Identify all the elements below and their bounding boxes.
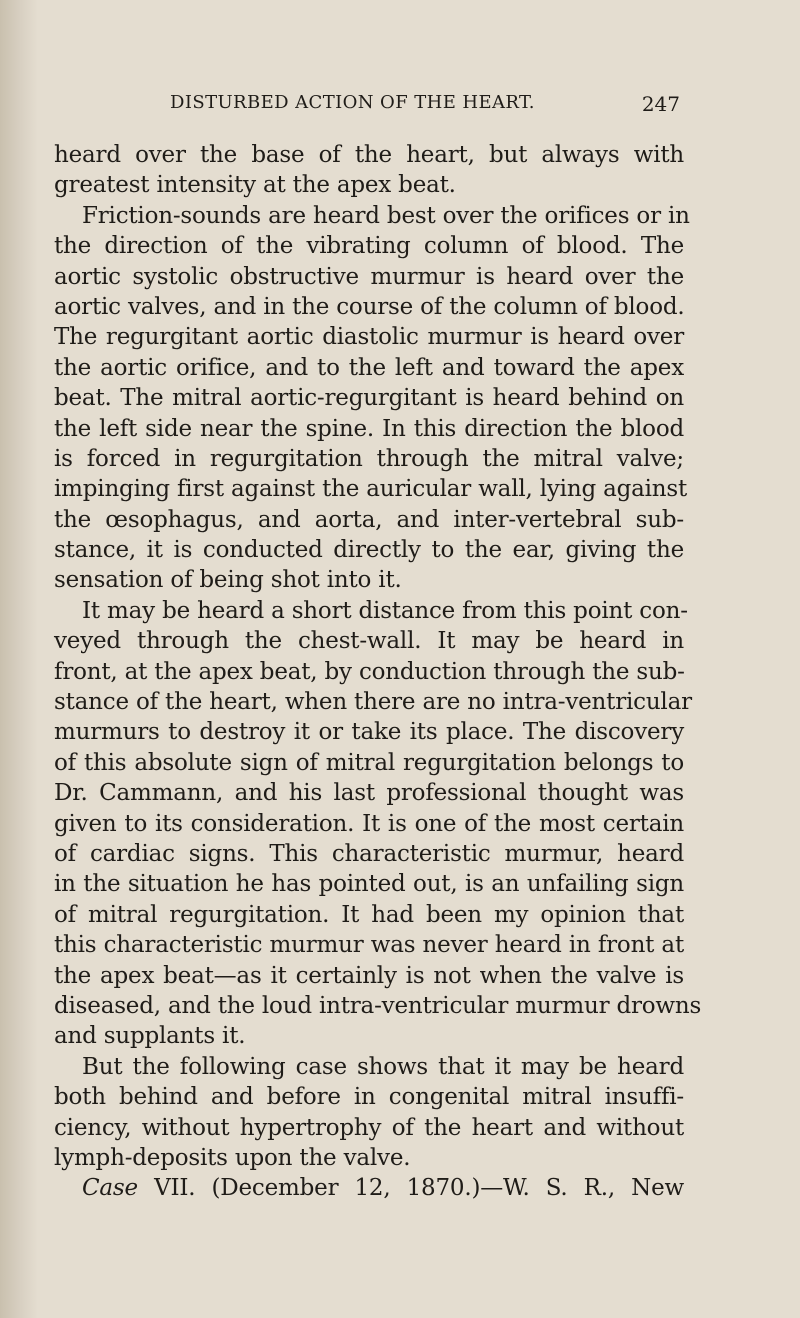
text-line: given to its consideration. It is one of the most certain [54,810,684,837]
text-line: aortic valves, and in the course of the column of blood. [54,293,685,320]
text-line: is forced in regurgitation through the mitral valve; [54,445,684,472]
text-line: ciency, without hypertrophy of the heart and without [54,1114,684,1141]
page-header [170,92,680,122]
text-line: diseased, and the loud intra-ventricular murmur drowns [54,992,702,1019]
text-line: the œsophagus, and aorta, and inter-vertebral sub- [54,506,684,533]
page-edge-shadow [0,0,38,1318]
text-line: Friction-sounds are heard best over the orifices or in [82,202,690,229]
text-line: aortic systolic obstructive murmur is heard over the [54,263,684,290]
text-line: beat. The mitral aortic-regurgitant is heard behind on [54,385,684,412]
body-text [54,140,702,1204]
case-heading-line [54,1173,684,1203]
text-line: Dr. Cammann, and his last professional thought was [54,780,684,807]
text-line: greatest intensity at the apex beat. [54,172,456,199]
text-line: impinging first against the auricular wall, lying against [54,476,688,503]
text-line: both behind and before in congenital mitral insuffi- [54,1084,684,1111]
text-line: stance of the heart, when there are no intra-ventricular [54,689,692,716]
text-line: the left side near the spine. In this direction the blood [54,415,684,442]
text-line: this characteristic murmur was never heard in front at [54,932,684,959]
text-line: the apex beat—as it certainly is not when the valve is [54,962,684,989]
text-line: front, at the apex beat, by conduction through the sub- [54,658,685,685]
case-label: Case [82,1175,138,1202]
text-line: stance, it is conducted directly to the ear, giving the [54,537,684,564]
text-line: of cardiac signs. This characteristic murmur, heard [54,840,684,867]
text-line: of this absolute sign of mitral regurgitation belongs to [54,749,684,776]
page-number: 247 [641,92,680,116]
case-details: VII. (December 12, 1870.)—W. S. R., New [137,1175,684,1202]
text-line: the direction of the vibrating column of blood. The [54,233,684,260]
text-line: in the situation he has pointed out, is an unfailing sign [54,871,684,898]
running-head: DISTURBED ACTION OF THE HEART. [170,92,535,113]
text-line: The regurgitant aortic diastolic murmur is heard over [54,324,684,351]
text-line: But the following case shows that it may be heard [82,1053,684,1080]
text-line: heard over the base of the heart, but always with [54,142,684,168]
text-line: the aortic orifice, and to the left and toward the apex [54,354,684,381]
text-line: veyed through the chest-wall. It may be heard in [54,628,684,655]
text-line: and supplants it. [54,1023,246,1050]
text-line: sensation of being shot into it. [54,567,402,594]
text-line: It may be heard a short distance from this point con- [82,597,688,624]
text-line: of mitral regurgitation. It had been my opinion that [54,901,684,928]
text-line: lymph-deposits upon the valve. [54,1144,411,1171]
text-line: murmurs to destroy it or take its place. The discovery [54,719,684,746]
